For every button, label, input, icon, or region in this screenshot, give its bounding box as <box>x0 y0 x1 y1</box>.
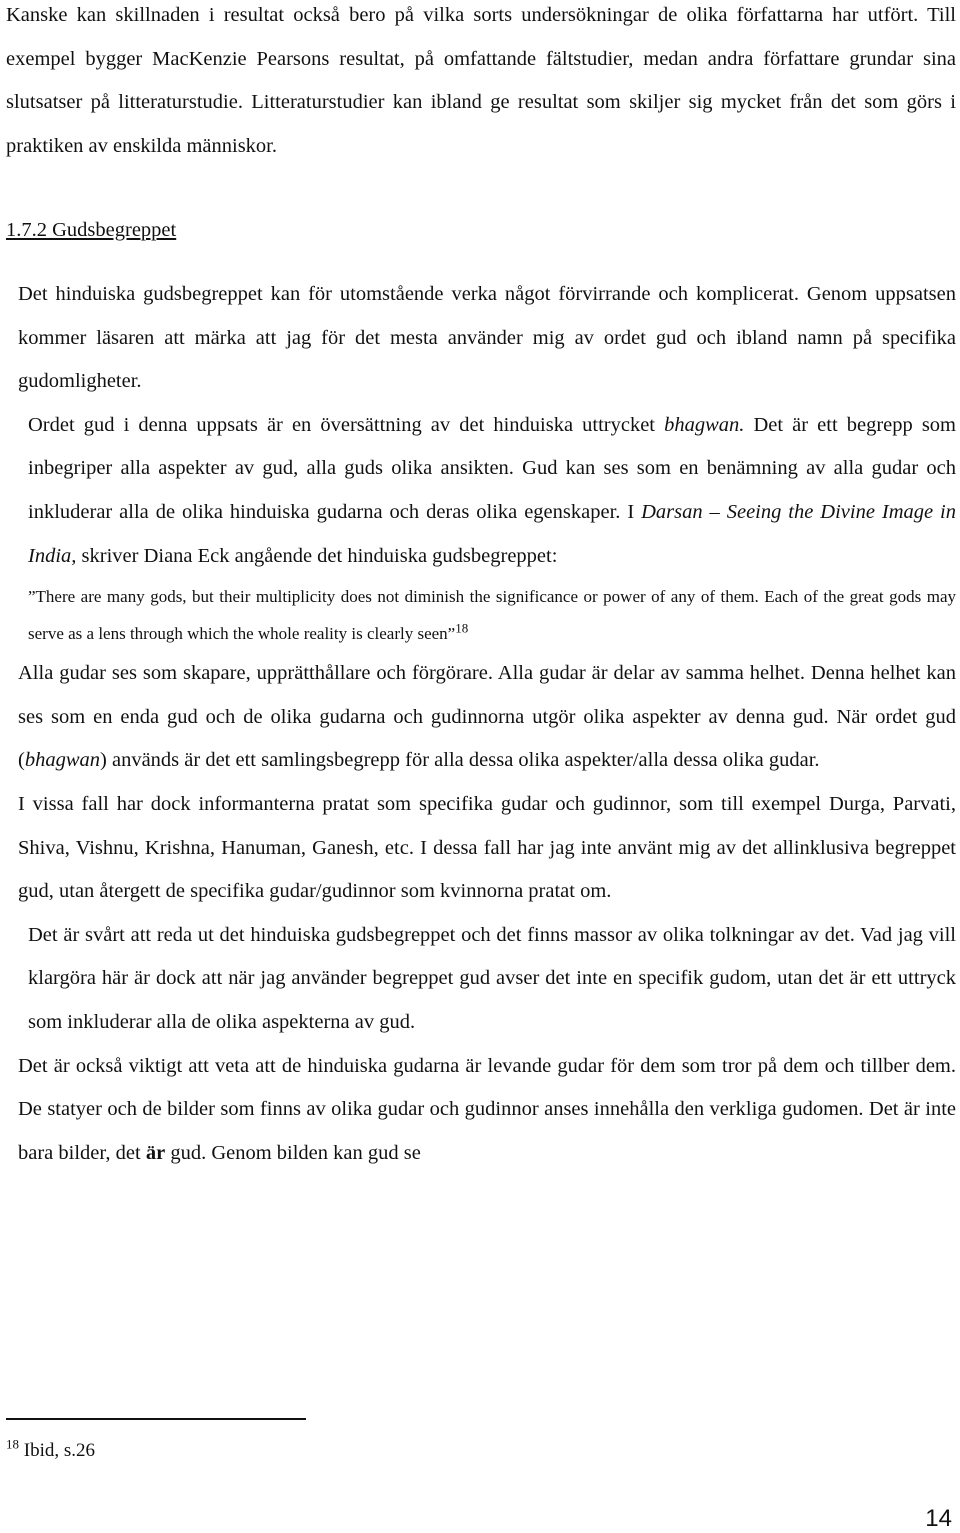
footnote-text: Ibid, s.26 <box>19 1440 95 1461</box>
section-heading-text: 1.7.2 Gudsbegreppet <box>6 219 177 241</box>
quote-text: ”There are many gods, but their multiplicity does not diminish the significance or power of any of them. Each of the great gods may serve as a lens through which the whole reality is clearly seen” <box>28 587 956 644</box>
footnote-divider <box>6 1418 306 1420</box>
para6-text-a: Det är också viktigt att veta att de hinduiska gudarna är levande gudar för dem som tror på dem och tillber dem. De statyer och de bilder som finns av olika gudar och gudinnor anses innehålla den verkliga gudomen. Det är inte bara bilder, det <box>18 1054 956 1164</box>
para2-text-c: skriver Diana Eck angående det hinduiska gudsbegreppet: <box>76 544 558 567</box>
footnote-number: 18 <box>6 1436 19 1452</box>
para3-text-a: Alla gudar ses som skapare, upprätthållare och förgörare. Alla gudar är delar av samma helhet. Denna helhet kan ses som en enda gud och de olika gudarna och gudinnorna utgör olika aspekter av denna gud. När ordet gud ( <box>18 662 956 772</box>
page-number: 14 <box>925 1505 952 1532</box>
para2-term: bhagwan. <box>664 413 745 436</box>
paragraph-3 <box>6 652 956 783</box>
paragraph-4: I vissa fall har dock informanterna pratat som specifika gudar och gudinnor, som till exempel Durga, Parvati, Shiva, Vishnu, Krishna, Hanuman, Ganesh, etc. I dessa fall har jag inte använt mig av det allinklusiva begreppet gud, utan återgett de specifika gudar/gudinnor som kvinnorna pratat om. <box>18 792 956 903</box>
paragraph-6 <box>6 1045 956 1176</box>
footnote-reference: 18 <box>455 620 469 636</box>
para2-book-title: Darsan – Seeing the Divine Image in India, <box>28 500 956 567</box>
footnote <box>6 1436 95 1466</box>
para3-text-b: ) används är det ett samlingsbegrepp för alla dessa olika aspekter/alla dessa olika gudar. <box>100 749 820 772</box>
top-paragraph: Kanske kan skillnaden i resultat också bero på vilka sorts undersökningar de olika författarna har utfört. Till exempel bygger MacKenzie Pearsons resultat, på omfattande fältstudier, medan andra författare grundar sina slutsatser på litteraturstudie. Litteraturstudier kan ibland ge resultat som skiljer sig mycket från det som görs i praktiken av enskilda människor. <box>6 4 956 157</box>
paragraph-5: Det är svårt att reda ut det hinduiska gudsbegreppet och det finns massor av olika tolkningar av det. Vad jag vill klargöra här är dock att när jag använder begreppet gud avser det inte en specifik gudom, utan det är ett uttryck som inkluderar alla de olika aspekterna av gud. <box>28 923 956 1033</box>
para3-term: bhagwan <box>24 749 101 772</box>
paragraph-1: Det hinduiska gudsbegreppet kan för utomstående verka något förvirrande och komplicerat. Genom uppsatsen kommer läsaren att märka att jag för det mesta använder mig av ordet gud och ibland namn på specifika gudomligheter. <box>18 283 956 393</box>
paragraph-2 <box>6 404 956 578</box>
para2-text-a: Ordet gud i denna uppsats är en översättning av det hinduiska uttrycket <box>28 413 665 436</box>
block-quote <box>6 578 956 652</box>
body-block <box>6 273 956 1175</box>
section-heading <box>6 216 176 244</box>
intro-block <box>6 0 956 168</box>
para6-text-b: gud. Genom bilden kan gud se <box>165 1141 421 1164</box>
para2-text-b: Det är ett begrepp som inbegriper alla aspekter av gud, alla guds olika ansikten. Gud kan ses som en benämning av alla gudar och inkluderar alla de olika hinduiska gudarna och deras olika egenskaper. I <box>28 413 957 523</box>
para6-bold-word: är <box>145 1141 166 1164</box>
